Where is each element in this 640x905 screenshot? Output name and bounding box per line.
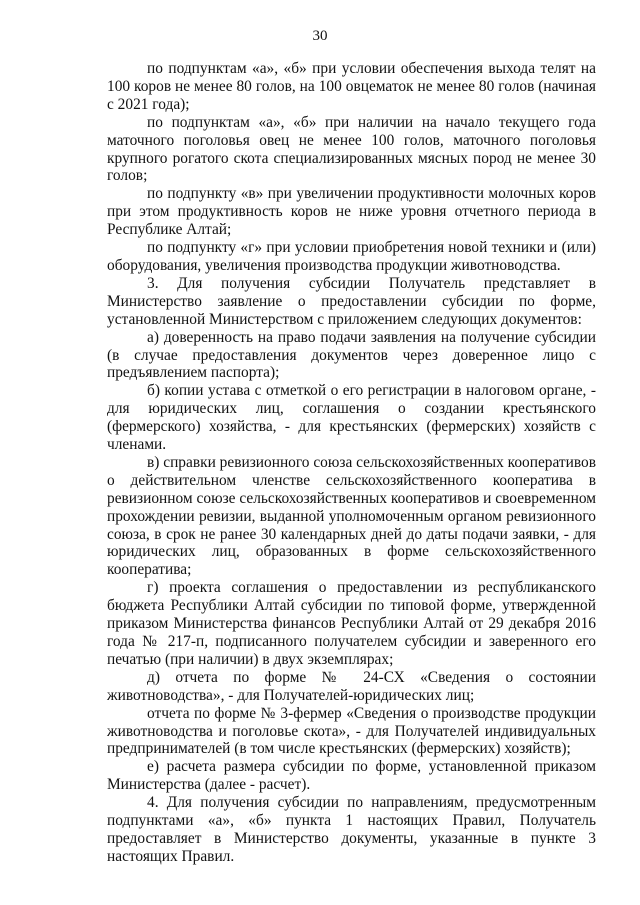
paragraph-doc-e-subsidy-calculation: е) расчета размера субсидии по форме, установленной приказом Министерства (далее - расчет). [107, 758, 596, 794]
paragraph-report-3-farmer: отчета по форме № 3-фермер «Сведения о производстве продукции животноводства и поголовье скота», - для Получателей индивидуальных предпринимателей (в том числе крестьянских (фермерских) хозяйств); [107, 704, 596, 758]
paragraph-item-3-application: 3. Для получения субсидии Получатель представляет в Министерство заявление о предоставлении субсидии по форме, установленной Министерством с приложением следующих документов: [107, 274, 596, 328]
page-number: 30 [312, 28, 328, 44]
document-body [107, 60, 596, 866]
paragraph-doc-b-charter-copies: б) копии устава с отметкой о его регистрации в налоговом органе, - для юридических лиц, соглашения о создании крестьянского (фермерского) хозяйства, - для крестьянских (фермерских) хозяйств с членами. [107, 382, 596, 454]
paragraph-equipment-condition: по подпункту «г» при условии приобретения новой техники и (или) оборудования, увеличения производства продукции животноводства. [107, 239, 596, 274]
paragraph-milk-productivity-condition: по подпункту «в» при увеличении продуктивности молочных коров при этом продуктивность коров не ниже уровня отчетного периода в Республике Алтай; [107, 185, 596, 239]
paragraph-doc-v-audit-union-certificate: в) справки ревизионного союза сельскохозяйственных кооперативов о действительном членстве сельскохозяйственного кооператива в ревизионном союзе сельскохозяйственных кооперативов и своевременном прохождении ревизии, выданной уполномоченным органом ревизионного союза, в срок не ранее 30 календарных дней до даты подачи заявки, - для юридических лиц, образованных в форме сельскохозяйственного кооператива; [107, 453, 597, 579]
paragraph-item-4-documents: 4. Для получения субсидии по направлениям, предусмотренным подпунктами «а», «б» пункта 1 настоящих Правил, Получатель предоставляет в Министерство документы, указанные в пункте 3 настоящих Правил. [107, 794, 596, 865]
paragraph-doc-a-power-of-attorney: а) доверенность на право подачи заявления на получение субсидии (в случае предоставления документов через доверенное лицо с предъявлением паспорта); [107, 328, 596, 382]
paragraph-breeding-stock-condition: по подпунктам «а», «б» при наличии на начало текущего года маточного поголовья овец не менее 100 голов, маточного поголовья крупного рогатого скота специализированных мясных пород не менее 30 голов; [107, 113, 596, 185]
paragraph-doc-d-report-24sh: д) отчета по форме № 24-СХ «Сведения о состоянии животноводства», - для Получателей-юридических лиц; [107, 668, 596, 704]
paragraph-birth-rate-condition: по подпунктам «а», «б» при условии обеспечения выхода телят на 100 коров не менее 80 голов, на 100 овцематок не менее 80 голов (начиная с 2021 года); [107, 60, 596, 113]
paragraph-doc-g-draft-agreement: г) проекта соглашения о предоставлении из республиканского бюджета Республики Алтай субсидии по типовой форме, утвержденной приказом Министерства финансов Республики Алтай от 29 декабря 2016 года № 217-п, подписанного получателем субсидии и заверенного его печатью (при наличии) в двух экземплярах; [107, 579, 596, 668]
